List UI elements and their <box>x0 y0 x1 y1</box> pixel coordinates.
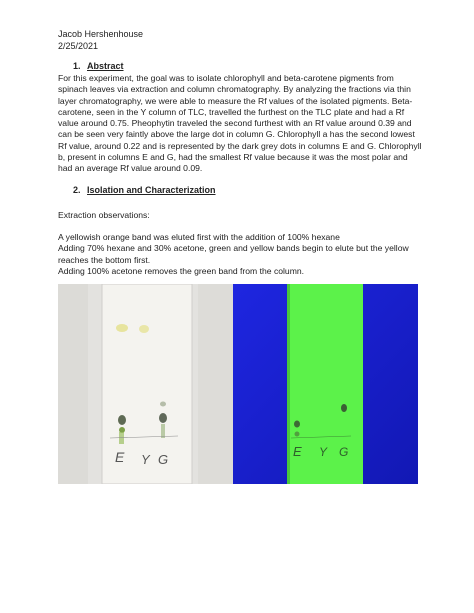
abstract-line: had an average Rf value around 0.09. <box>58 163 203 174</box>
abstract-line: value around 0.75. Pheophytin traveled the second furthest with an Rf value around 0.39 and <box>58 118 412 129</box>
observation-line: A yellowish orange band was eluted first with the addition of 100% hexane <box>58 232 340 242</box>
author-name: Jacob Hershenhouse <box>58 29 144 39</box>
abstract-title: Abstract <box>87 61 124 71</box>
abstract-number: 1. <box>73 61 81 71</box>
observation-line: Adding 100% acetone removes the green band from the column. <box>58 265 305 276</box>
tlc-plate-photo-uv-light <box>233 284 418 484</box>
abstract-line: spinach leaves via extraction and column chromatography. By analyzing the fractions via thin <box>58 84 411 95</box>
extraction-label: Extraction observations: <box>58 210 150 220</box>
lane-label-y: Y <box>141 452 150 467</box>
abstract-heading <box>73 61 124 72</box>
isolation-number: 2. <box>73 185 81 195</box>
abstract-line: Rf value, around 0.22 and is represented by the dark grey dots in columns E and G. Chlorophyll <box>58 140 422 151</box>
lane-label-e: E <box>115 449 125 465</box>
report-date: 2/25/2021 <box>58 41 99 51</box>
observation-line: reaches the bottom first. <box>58 254 151 265</box>
abstract-line: carotene, seen in the Y column of TLC, travelled the furthest on the TLC plate and had a Rf <box>58 106 405 117</box>
abstract-line: For this experiment, the goal was to isolate chlorophyll and beta-carotene pigments from <box>58 73 394 83</box>
abstract-paragraph <box>58 73 422 175</box>
uv-lane-label-g: G <box>339 445 349 459</box>
tlc-plate-photo-visible-light <box>58 284 233 484</box>
observations-paragraph <box>58 232 418 277</box>
abstract-line: can be seen very faintly above the large dot in column G. Chlorophyll a has the second lowest <box>58 129 415 140</box>
lane-label-g: G <box>158 452 169 467</box>
abstract-line: layer chromatography, we were able to measure the Rf values of the isolated pigments. Beta- <box>58 95 413 106</box>
tlc-plate-uv-image <box>233 284 418 484</box>
tlc-plate-visible-image <box>58 284 233 484</box>
observation-line: Adding 70% hexane and 30% acetone, green and yellow bands begin to elute but the yellow <box>58 243 409 254</box>
abstract-line: b, present in columns E and G, had the smallest Rf value because it was the most polar and <box>58 152 408 163</box>
isolation-heading <box>73 185 216 196</box>
isolation-title: Isolation and Characterization <box>87 185 216 195</box>
uv-lane-label-y: Y <box>319 445 328 459</box>
uv-lane-label-e: E <box>293 444 302 459</box>
